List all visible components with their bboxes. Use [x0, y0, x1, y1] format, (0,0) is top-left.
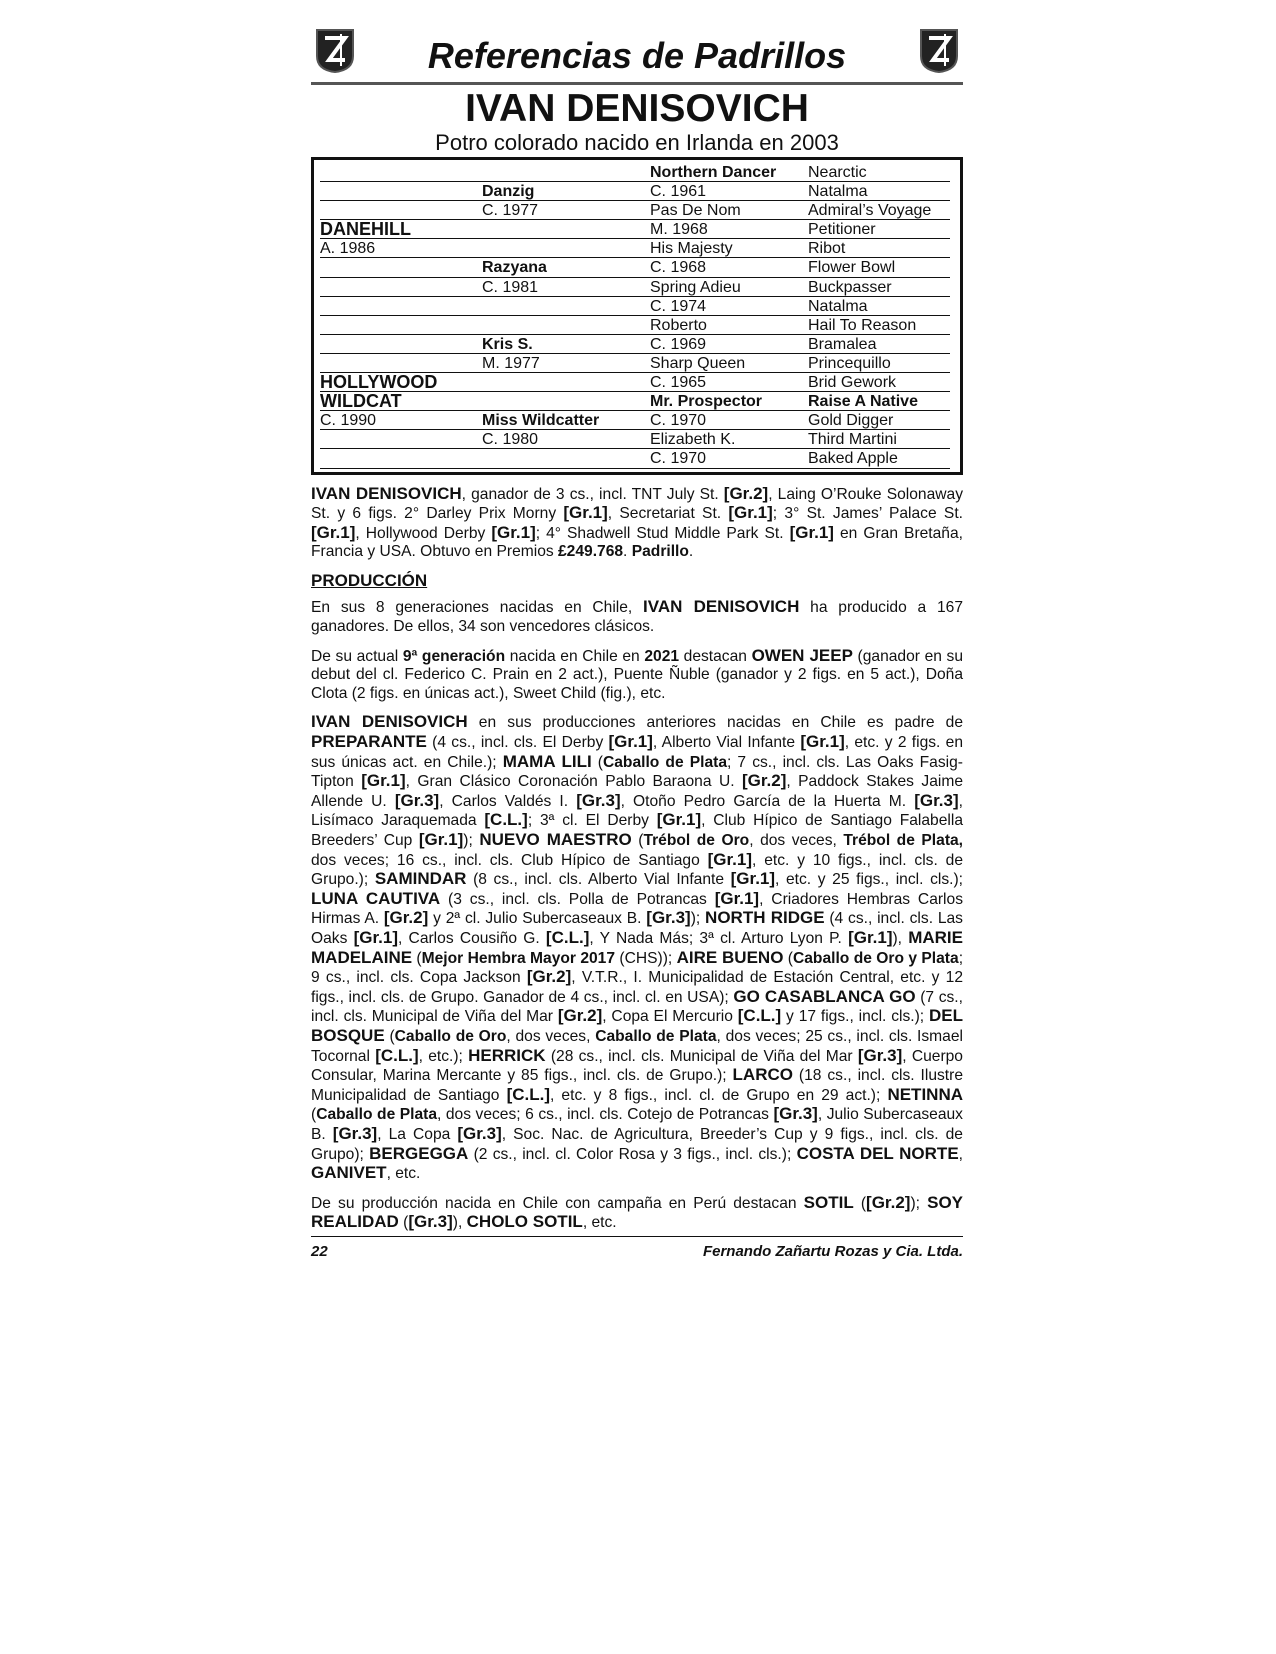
grade-label: [Gr.3] — [857, 1045, 903, 1065]
grade-label: [Gr.1] — [728, 503, 773, 523]
grade-label: [Gr.1] — [730, 869, 776, 889]
text-run: , Secretariat St. — [607, 505, 729, 523]
horse-name-inline: GO CASABLANCA GO — [733, 986, 916, 1006]
pedigree-cell: C. 1977 — [482, 201, 650, 220]
zr-logo-icon — [915, 26, 963, 74]
horse-description: Potro colorado nacido en Irlanda en 2003 — [435, 130, 839, 155]
grade-label: [Gr.2] — [526, 967, 572, 987]
pedigree-cell: C. 1970 — [650, 411, 808, 430]
pedigree-cell: C. 1965 — [650, 373, 808, 392]
pedigree-row — [320, 278, 960, 297]
generation-label: 9ª generación — [402, 647, 506, 665]
horse-name-inline: SOY REALIDAD — [311, 1192, 964, 1232]
pedigree-cell: Buckpasser — [808, 278, 950, 297]
horse-name-inline: BERGEGGA — [369, 1143, 469, 1163]
pedigree-cell: Natalma — [808, 182, 950, 201]
pedigree-row — [320, 316, 960, 335]
grade-label: [Gr.2] — [741, 771, 787, 791]
pedigree-row — [320, 201, 960, 220]
grade-label: [Gr.2] — [383, 908, 429, 928]
grade-label: [Gr.1] — [714, 888, 760, 908]
pedigree-cell — [482, 392, 650, 411]
award-label: Caballo de Oro y Plata — [793, 949, 959, 967]
pedigree-row — [320, 182, 960, 201]
horse-name-inline: HERRICK — [468, 1045, 546, 1065]
pedigree-row — [320, 163, 960, 182]
pedigree-cell: Danzig — [482, 182, 650, 201]
pedigree-cell — [482, 239, 650, 258]
horse-name-inline: AIRE BUENO — [676, 947, 784, 967]
grade-label: [Gr.1] — [848, 927, 893, 947]
horse-name-inline: NORTH RIDGE — [705, 908, 825, 928]
footer-company: Fernando Zañartu Rozas y Cia. Ltda. — [702, 1243, 963, 1260]
grade-label: [Gr.3] — [646, 908, 691, 928]
pedigree-cell: Northern Dancer — [650, 163, 808, 182]
pedigree-cell: C. 1990 — [320, 411, 482, 430]
pedigree-cell — [320, 278, 482, 297]
pedigree-row — [320, 430, 960, 449]
award-label: Mejor Hembra Mayor 2017 — [421, 949, 616, 967]
status-label: Padrillo — [631, 543, 689, 561]
award-label: Caballo de Oro — [394, 1027, 507, 1045]
pedigree-row — [320, 392, 960, 411]
grade-label: [Gr.2] — [866, 1192, 911, 1212]
page-header-title: Referencias de Padrillos — [427, 35, 847, 76]
pedigree-row — [320, 449, 960, 468]
pedigree-cell: Spring Adieu — [650, 278, 808, 297]
text-run: , ganador de 3 cs., incl. TNT July St. — [461, 485, 724, 503]
pedigree-cell — [320, 430, 482, 449]
pedigree-row — [320, 297, 960, 316]
pedigree-cell: Miss Wildcatter — [482, 411, 650, 430]
text-run: . — [623, 543, 632, 561]
grade-label: [Gr.3] — [914, 790, 959, 810]
grade-label: [Gr.3] — [773, 1104, 818, 1124]
pedigree-cell: Kris S. — [482, 335, 650, 354]
pedigree-cell — [320, 354, 482, 373]
horse-name-inline: SOTIL — [803, 1192, 854, 1212]
grade-label: [Gr.1] — [418, 830, 464, 849]
page-footer — [311, 1236, 963, 1260]
grade-label: [Gr.3] — [576, 790, 621, 810]
grade-label: [Gr.1] — [311, 522, 356, 542]
pedigree-cell: Elizabeth K. — [650, 430, 808, 449]
section-title-produccion: PRODUCCIÓN — [311, 570, 428, 590]
text-run: ; 4° Shadwell Stud Middle Park St. — [535, 524, 790, 542]
award-label: Trébol de Plata, — [843, 832, 964, 849]
pedigree-cell: DANEHILL — [320, 220, 482, 239]
pedigree-cell — [320, 182, 482, 201]
production-paragraph-3: IVAN DENISOVICH en sus producciones anteriores nacidas en Chile es padre de PREPARANTE (4 cs., incl. cls. El Derby [Gr.1], Alberto Vial Infante [Gr.1], etc. y 2 figs. en sus únicas act. en Chile.); MAMA LILI (Caballo de Plata; 7 cs., incl. cls. Las Oaks Fasig-Tipton [Gr.1], Gran Clásico Coronación Pablo Baraona U. [Gr.2], Paddock Stakes Jaime Allende U. [Gr.3], Carlos Valdés I. [Gr.3], Otoño Pedro García de la Huerta M. [Gr.3], Lisímaco Jaraquemada [C.L.]; 3ª cl. El Derby [Gr.1], Club Hípico de Santiago Falabella Breeders’ Cup [Gr.1]); NUEVO MAESTRO (Trébol de Oro, dos veces, Trébol de Plata, dos veces; 16 cs., incl. cls. Club Hípico de Santiago [Gr.1], etc. y 10 figs., incl. cls. de Grupo.); SAMINDAR (8 cs., incl. cls. Alberto Vial Infante [Gr.1], etc. y 25 figs., incl. cls.); LUNA CAUTIVA (3 cs., incl. cls. Polla de Potrancas [Gr.1], Criadores Hembras Carlos Hirmas A. [Gr.2] y 2ª cl. Julio Subercaseaux B. [Gr.3]); NORTH RIDGE (4 cs., incl. cls. Las Oaks [Gr.1], Carlos Cousiño G. [C.L.], Y Nada Más; 3ª cl. Arturo Lyon P. [Gr.1]), MARIE MADELAINE (Mejor Hembra Mayor 2017 (CHS)); AIRE BUENO (Caballo de Oro y Plata; 9 cs., incl. cls. Copa Jackson [Gr.2], V.T.R., I. Municipalidad de Estación Central, etc. y 12 figs., incl. cls. de Grupo. Ganador de 4 cs., incl. cl. en USA); GO CASABLANCA GO (7 cs., incl. cls. Municipal de Viña del Mar [Gr.2], Copa El Mercurio [C.L.] y 17 figs., incl. cls.); DEL BOSQUE (Caballo de Oro, dos veces, Caballo de Plata, dos veces; 25 cs., incl. cls. Ismael Tocornal [C.L.], etc.); HERRICK (28 cs., incl. cls. Municipal de Viña del Mar [Gr.3], Cuerpo Consular, Marina Mercante y 85 figs., incl. cls. de Grupo.); LARCO (18 cs., incl. cls. Ilustre Municipalidad de Santiago [C.L.], etc. y 8 figs., incl. cl. de Grupo en 29 act.); NETINNA (Caballo de Plata, dos veces; 6 cs., incl. cls. Cotejo de Potrancas [Gr.3], Julio Subercaseaux B. [Gr.3], La Copa [Gr.3], Soc. Nac. de Agricultura, Breeder’s Cup y 9 figs., incl. cls. de Grupo); BERGEGGA (2 cs., incl. cl. Color Rosa y 3 figs., incl. cls.); COSTA DEL NORTE, GANIVET, etc. — [311, 712, 964, 1183]
grade-label: [Gr.1] — [361, 771, 406, 791]
pedigree-cell: C. 1961 — [650, 182, 808, 201]
horse-name-inline: IVAN DENISOVICH — [643, 597, 800, 617]
production-paragraph-4: De su producción nacida en Chile con campaña en Perú destacan SOTIL ([Gr.2]); SOY REALIDAD ([Gr.3]), CHOLO SOTIL, etc. — [311, 1192, 964, 1232]
text-run: ha producido a 167 ganadores. De ellos, 34 son vencedores clásicos. — [311, 599, 964, 636]
grade-label: [Gr.3] — [408, 1212, 453, 1232]
grade-label: [Gr.2] — [557, 1006, 603, 1026]
horse-name: IVAN DENISOVICH — [465, 87, 809, 130]
pedigree-cell: C. 1980 — [482, 430, 650, 449]
grade-label: [Gr.1] — [789, 522, 834, 542]
pedigree-cell: Hail To Reason — [808, 316, 950, 335]
pedigree-cell: Brid Gework — [808, 373, 950, 392]
intro-paragraph — [311, 485, 963, 562]
pedigree-cell: HOLLYWOOD — [320, 373, 482, 392]
text-run: , Hollywood Derby — [355, 524, 492, 542]
grade-label: [C.L.] — [484, 810, 528, 830]
prize-amount: £249.768 — [558, 543, 624, 561]
pedigree-cell: Pas De Nom — [650, 201, 808, 220]
pedigree-cell: Third Martini — [808, 430, 950, 449]
grade-label: [Gr.3] — [457, 1123, 502, 1143]
pedigree-cell: Flower Bowl — [808, 258, 950, 277]
pedigree-cell: Mr. Prospector — [650, 392, 808, 411]
pedigree-cell: Petitioner — [808, 220, 950, 239]
horse-name-inline: OWEN JEEP — [751, 645, 853, 665]
text-run: ; 3° St. James’ Palace St. — [772, 505, 963, 523]
document-page — [311, 22, 964, 1260]
grade-label: [Gr.1] — [491, 522, 536, 542]
pedigree-table — [311, 157, 963, 475]
horse-name-inline: IVAN DENISOVICH — [311, 712, 468, 732]
pedigree-cell — [320, 163, 482, 182]
horse-name-inline: GANIVET — [311, 1163, 387, 1183]
pedigree-cell: Baked Apple — [808, 449, 950, 468]
pedigree-row — [320, 373, 960, 392]
pedigree-cell — [482, 163, 650, 182]
grade-label: [Gr.2] — [723, 483, 769, 503]
horse-name-inline: IVAN DENISOVICH — [311, 483, 462, 503]
pedigree-cell: Roberto — [650, 316, 808, 335]
page-number: 22 — [311, 1243, 328, 1260]
pedigree-row — [320, 411, 960, 430]
horse-name-inline: LUNA CAUTIVA — [311, 888, 441, 908]
header-divider — [311, 82, 963, 85]
body-text — [311, 485, 963, 1233]
pedigree-row — [320, 354, 960, 373]
pedigree-row — [320, 220, 960, 239]
horse-name-inline: COSTA DEL NORTE — [796, 1143, 959, 1163]
year-label: 2021 — [644, 647, 680, 665]
text-run: , Laing O’Rouke Solonaway St. y 6 figs. 2° Darley Prix Morny — [311, 485, 963, 523]
pedigree-cell: Sharp Queen — [650, 354, 808, 373]
pedigree-cell — [482, 316, 650, 335]
pedigree-cell — [320, 335, 482, 354]
pedigree-cell: C. 1970 — [650, 449, 808, 468]
pedigree-cell: C. 1981 — [482, 278, 650, 297]
pedigree-cell — [320, 297, 482, 316]
pedigree-row — [320, 239, 960, 258]
pedigree-cell: Gold Digger — [808, 411, 950, 430]
pedigree-cell: A. 1986 — [320, 239, 482, 258]
pedigree-row — [320, 335, 960, 354]
pedigree-cell: M. 1977 — [482, 354, 650, 373]
pedigree-cell: Razyana — [482, 258, 650, 277]
pedigree-cell — [320, 449, 482, 468]
pedigree-row — [320, 258, 960, 277]
award-label: Trébol de Oro — [643, 832, 750, 849]
pedigree-cell: Bramalea — [808, 335, 950, 354]
pedigree-cell: Ribot — [808, 239, 950, 258]
pedigree-cell: His Majesty — [650, 239, 808, 258]
pedigree-cell: C. 1969 — [650, 335, 808, 354]
pedigree-cell: M. 1968 — [650, 220, 808, 239]
horse-name-inline: NETINNA — [887, 1084, 963, 1104]
pedigree-cell — [482, 449, 650, 468]
pedigree-cell — [320, 201, 482, 220]
horse-name-inline: DEL BOSQUE — [311, 1006, 963, 1045]
pedigree-cell — [320, 316, 482, 335]
horse-name-inline: MAMA LILI — [502, 751, 592, 771]
grade-label: [C.L.] — [375, 1045, 419, 1065]
award-label: Caballo de Plata — [595, 1027, 717, 1045]
text-run: destacan — [679, 647, 752, 665]
horse-name-inline: PREPARANTE — [311, 732, 427, 752]
grade-label: [Gr.1] — [608, 732, 653, 752]
award-label: Caballo de Plata — [316, 1106, 438, 1124]
grade-label: [Gr.1] — [800, 732, 845, 752]
production-paragraph-2 — [311, 647, 963, 704]
award-label: Caballo de Plata — [603, 753, 727, 771]
text-run: (ganador en su debut del cl. Federico C. Prain en 2 act.), Puente Ñuble (ganador y 2 figs. en 5 act.), Doña Clota (2 figs. en únicas act.), Sweet Child (fig.), etc. — [311, 647, 963, 702]
pedigree-cell: Raise A Native — [808, 392, 950, 411]
text-run: en Gran Bretaña, Francia y USA. Obtuvo en Premios — [311, 524, 963, 561]
grade-label: [C.L.] — [506, 1084, 550, 1104]
zr-logo-icon — [311, 26, 359, 74]
grade-label: [Gr.1] — [656, 810, 702, 830]
text-run: nacida en Chile en — [505, 647, 645, 665]
text-run: En sus 8 generaciones nacidas en Chile, — [311, 599, 644, 617]
pedigree-cell: Princequillo — [808, 354, 950, 373]
production-paragraph-1 — [311, 598, 963, 636]
horse-name-inline: NUEVO MAESTRO — [479, 830, 632, 849]
grade-label: [Gr.1] — [707, 849, 753, 869]
pedigree-cell — [482, 220, 650, 239]
pedigree-cell: Nearctic — [808, 163, 950, 182]
grade-label: [Gr.3] — [332, 1123, 378, 1143]
grade-label: [C.L.] — [545, 927, 590, 947]
horse-name-inline: MARIE MADELAINE — [311, 927, 963, 967]
text-run: . — [688, 543, 694, 561]
pedigree-cell: C. 1974 — [650, 297, 808, 316]
grade-label: [Gr.1] — [563, 503, 608, 523]
horse-name-inline: CHOLO SOTIL — [466, 1212, 583, 1232]
grade-label: [Gr.1] — [353, 927, 399, 947]
pedigree-cell: WILDCAT — [320, 392, 482, 411]
grade-label: [C.L.] — [737, 1006, 782, 1026]
grade-label: [Gr.3] — [394, 790, 440, 810]
horse-name-inline: SAMINDAR — [374, 869, 467, 889]
horse-name-inline: LARCO — [732, 1065, 793, 1085]
pedigree-cell: C. 1968 — [650, 258, 808, 277]
pedigree-cell — [482, 373, 650, 392]
text-run: De su actual — [311, 647, 403, 665]
pedigree-cell: Admiral’s Voyage — [808, 201, 950, 220]
pedigree-cell — [482, 297, 650, 316]
pedigree-cell — [320, 258, 482, 277]
pedigree-cell: Natalma — [808, 297, 950, 316]
